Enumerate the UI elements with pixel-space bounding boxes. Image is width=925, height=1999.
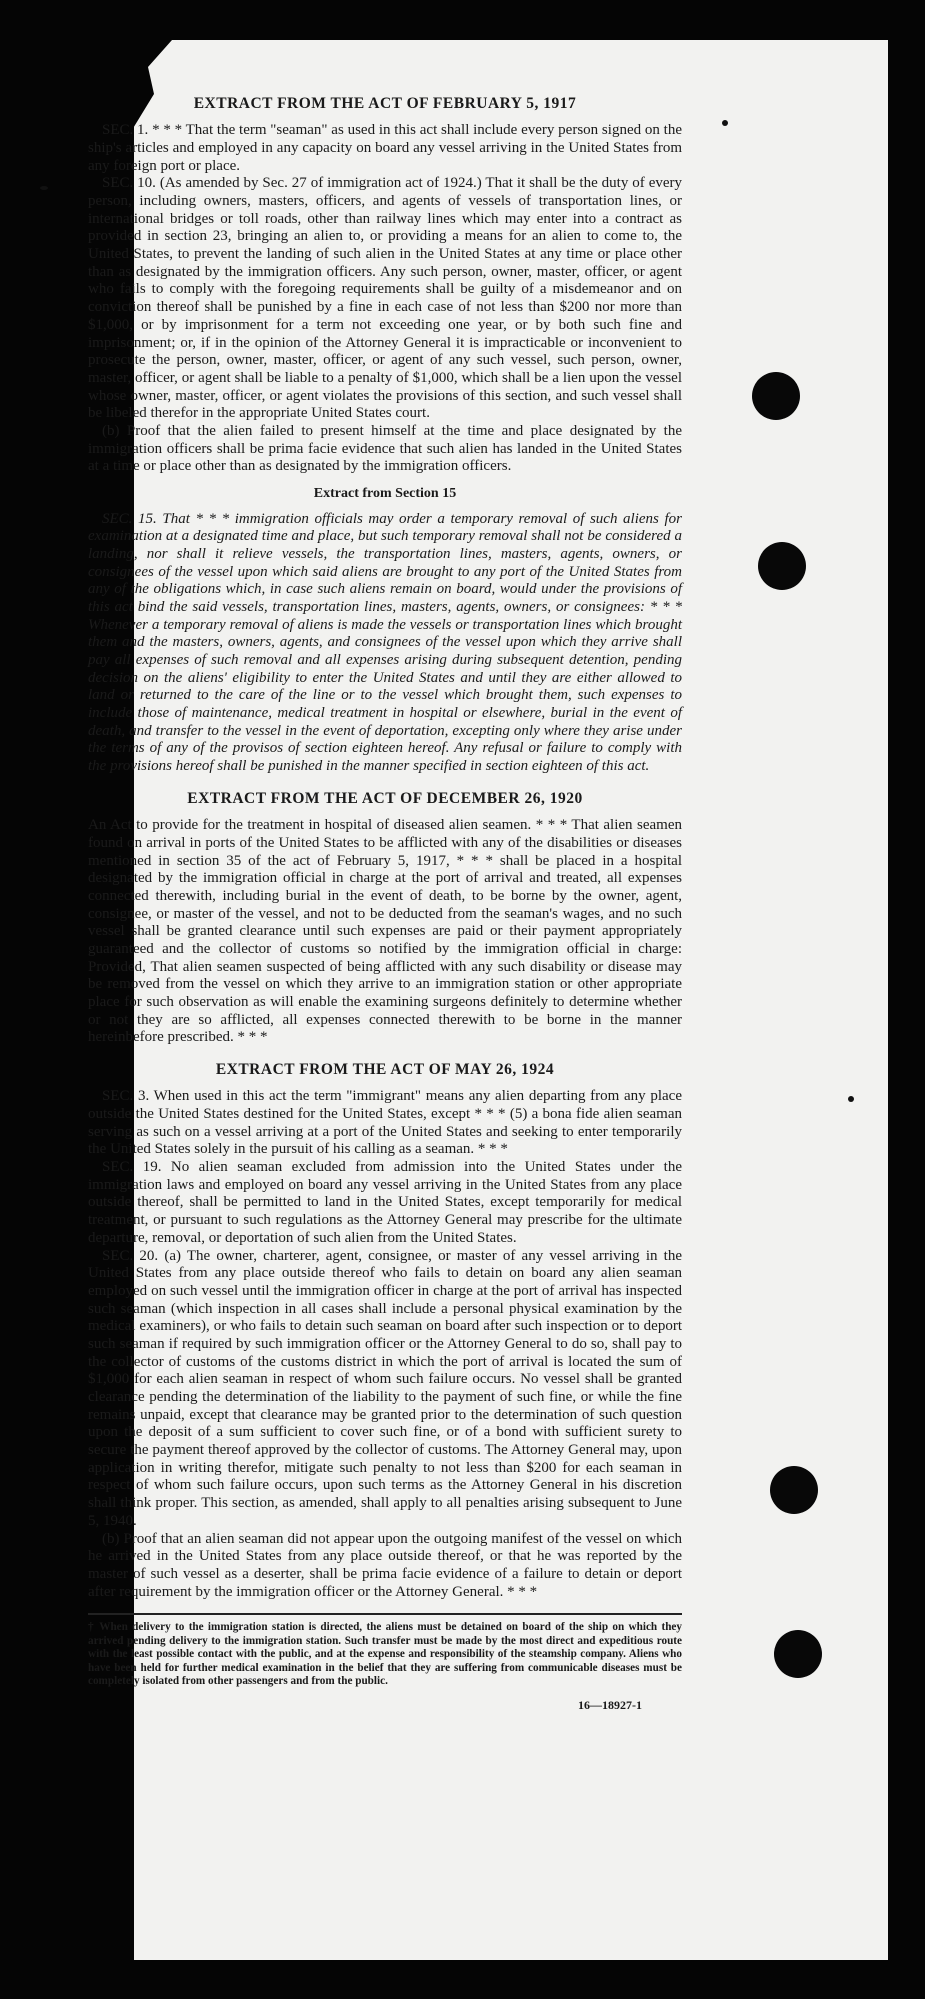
section-heading: EXTRACT FROM THE ACT OF DECEMBER 26, 1920 [187, 789, 583, 807]
section-15-extract [88, 486, 682, 776]
paragraph: SEC. 10. (As amended by Sec. 27 of immigration act of 1924.) That it shall be the duty of every person, including owners, masters, officers, and agents of vessels of transportation lines, or international bridges or toll roads, other than railway lines which may enter into a contract as provided in section 23, bringing an alien to, or providing a means for an alien to come to, the United States, to prevent the landing of such alien in the United States at any time or place other than as designated by the immigration officers. Any such person, owner, master, officer, or agent who fails to comply with the foregoing requirements shall be guilty of a misdemeanor and on conviction thereof shall be punished by a fine in each case of not less than $200 nor more than $1,000, or by imprisonment for a term not exceeding one year, or by both such fine and imprisonment; or, if in the opinion of the Attorney General it is impracticable or inconvenient to prosecute the person, owner, master, officer, or agent of any such vessel, such person, owner, master, officer, or agent shall be liable to a penalty of $1,000, which shall be a lien upon the vessel whose owner, master, officer, or agent violates the provisions of this section, and such vessel shall be libeled therefor in the appropriate United States court. [88, 175, 682, 422]
ink-speck [722, 120, 728, 126]
section-act-1924 [88, 1061, 682, 1601]
punch-hole [774, 1630, 822, 1678]
ink-speck [40, 186, 48, 190]
paragraph: SEC. 20. (a) The owner, charterer, agent, consignee, or master of any vessel arriving in the United States from any place outside thereof who fails to detain on board any alien seaman employed on such vessel until the immigration officer in charge at the port of arrival has inspected such seaman (which inspection in all cases shall include a personal physical examination by the medical examiners), or who fails to detain such seaman on board after such inspection or to deport such seaman if required by such immigration officer or the Attorney General to do so, shall pay to the collector of customs of the customs district in which the port of arrival is located the sum of $1,000 for each alien seaman in respect of whom such failure occurs. No vessel shall be granted clearance pending the determination of the liability to the payment of such fine, or while the fine remains unpaid, except that clearance may be granted prior to the determination of such question upon the deposit of a sum sufficient to cover such fine, or of a bond with sufficient surety to secure the payment thereof approved by the collector of customs. The Attorney General may, upon application in writing therefor, mitigate such penalty to not less than $200 for each seaman in respect of whom such failure occurs, upon such terms as the Attorney General in his discretion shall think proper. This section, as amended, shall apply to all penalties arising subsequent to June 5, 1940. [88, 1247, 682, 1529]
section-heading: Extract from Section 15 [313, 486, 457, 502]
section-act-1920 [88, 790, 682, 1047]
paragraph: (b) Proof that an alien seaman did not appear upon the outgoing manifest of the vessel on which he arrived in the United States from any place outside thereof, or that he was reported by the master of such vessel as a deserter, shall be prima facie evidence of a failure to detain or deport after requirement by the immigration officer or the Attorney General. * * * [88, 1530, 682, 1600]
ink-speck [848, 1096, 854, 1102]
document-number: 16—18927-1 [578, 1698, 642, 1713]
footnote: † When delivery to the immigration station is directed, the aliens must be detained on board of the ship on which they arrived pending delivery to the immigration station. Such transfer must be made by the most direct and expeditious route with the least possible contact with the public, and at the expense and responsibility of the steamship company. Aliens who have been held for further medical examination in the belief that they are suffering from communicable diseases must be completely isolated from other passengers and from the public. [88, 1613, 682, 1688]
section-act-1917 [88, 95, 682, 476]
paragraph: SEC. 1. * * * That the term "seaman" as used in this act shall include every person signed on the ship's articles and employed in any capacity on board any vessel arriving in the United States from any foreign port or place. [88, 122, 682, 174]
paragraph: SEC. 19. No alien seaman excluded from admission into the United States under the immigration laws and employed on board any vessel arriving in the United States from any place outside thereof, shall be permitted to land in the United States, except temporarily for medical treatment, or pursuant to such regulations as the Attorney General may prescribe for the ultimate departure, removal, or deportation of such alien from the United States. [88, 1159, 682, 1246]
punch-hole [770, 1466, 818, 1514]
punch-hole [758, 542, 806, 590]
paragraph: SEC. 3. When used in this act the term "immigrant" means any alien departing from any place outside the United States destined for the United States, except * * * (5) a bona fide alien seaman serving as such on a vessel arriving at a port of the United States and seeking to enter temporarily the United States solely in the pursuit of his calling as a seaman. * * * [88, 1088, 682, 1158]
paragraph: (b) Proof that the alien failed to present himself at the time and place designated by the immigration officers shall be prima facie evidence that such alien has landed in the United States at a time or place other than as designated by the immigration officers. [88, 422, 682, 475]
section-heading: EXTRACT FROM THE ACT OF MAY 26, 1924 [215, 1061, 555, 1079]
paragraph: SEC. 15. That * * * immigration officials may order a temporary removal of such aliens for examination at a designated time and place, but such temporary removal shall not be considered a landing, nor shall it relieve vessels, the transportation lines, masters, agents, owners, or consignees of the vessel upon which said aliens are brought to any port of the United States from any of the obligations which, in case such aliens remain on board, would under the provisions of this act bind the said vessels, transportation lines, masters, agents, owners, or consignees: * * * Whenever a temporary removal of aliens is made the vessels or transportation lines which brought them and the masters, owners, agents, and consignees of the vessel upon which they arrive shall pay all expenses of such removal and all expenses arising during subsequent detention, pending decision on the aliens' eligibility to enter the United States and until they are either allowed to land or returned to the care of the line or to the vessel which brought them, such expenses to include those of maintenance, medical treatment in hospital or elsewhere, burial in the event of death, and transfer to the vessel in the event of deportation, excepting only where they arise under the terms of any of the provisos of section eighteen hereof. Any refusal or failure to comply with the provisions hereof shall be punished in the manner specified in section eighteen of this act. [88, 510, 682, 775]
document-content [88, 95, 682, 1713]
paragraph: An Act to provide for the treatment in hospital of diseased alien seamen. * * * That alien seamen found on arrival in ports of the United States to be afflicted with any of the disabilities or diseases mentioned in section 35 of the act of February 5, 1917, * * * shall be placed in a hospital designated by the immigration official in charge at the port of arrival and treated, all expenses connected therewith, including burial in the event of death, to be borne by the owner, agent, consignee, or master of the vessel, and not to be deducted from the seaman's wages, and no such vessel shall be granted clearance until such expenses are paid or their payment appropriately guaranteed and the collector of customs so notified by the immigration official in charge: Provided, That alien seamen suspected of being afflicted with any such disability or disease may be removed from the vessel on which they arrive to an immigration station or other appropriate place for such observation as will enable the examining surgeons definitely to determine whether or not they are so afflicted, all expenses connected therewith to be borne in the manner hereinbefore prescribed. * * * [88, 817, 682, 1046]
punch-hole [752, 372, 800, 420]
section-heading: EXTRACT FROM THE ACT OF FEBRUARY 5, 1917 [193, 95, 577, 112]
